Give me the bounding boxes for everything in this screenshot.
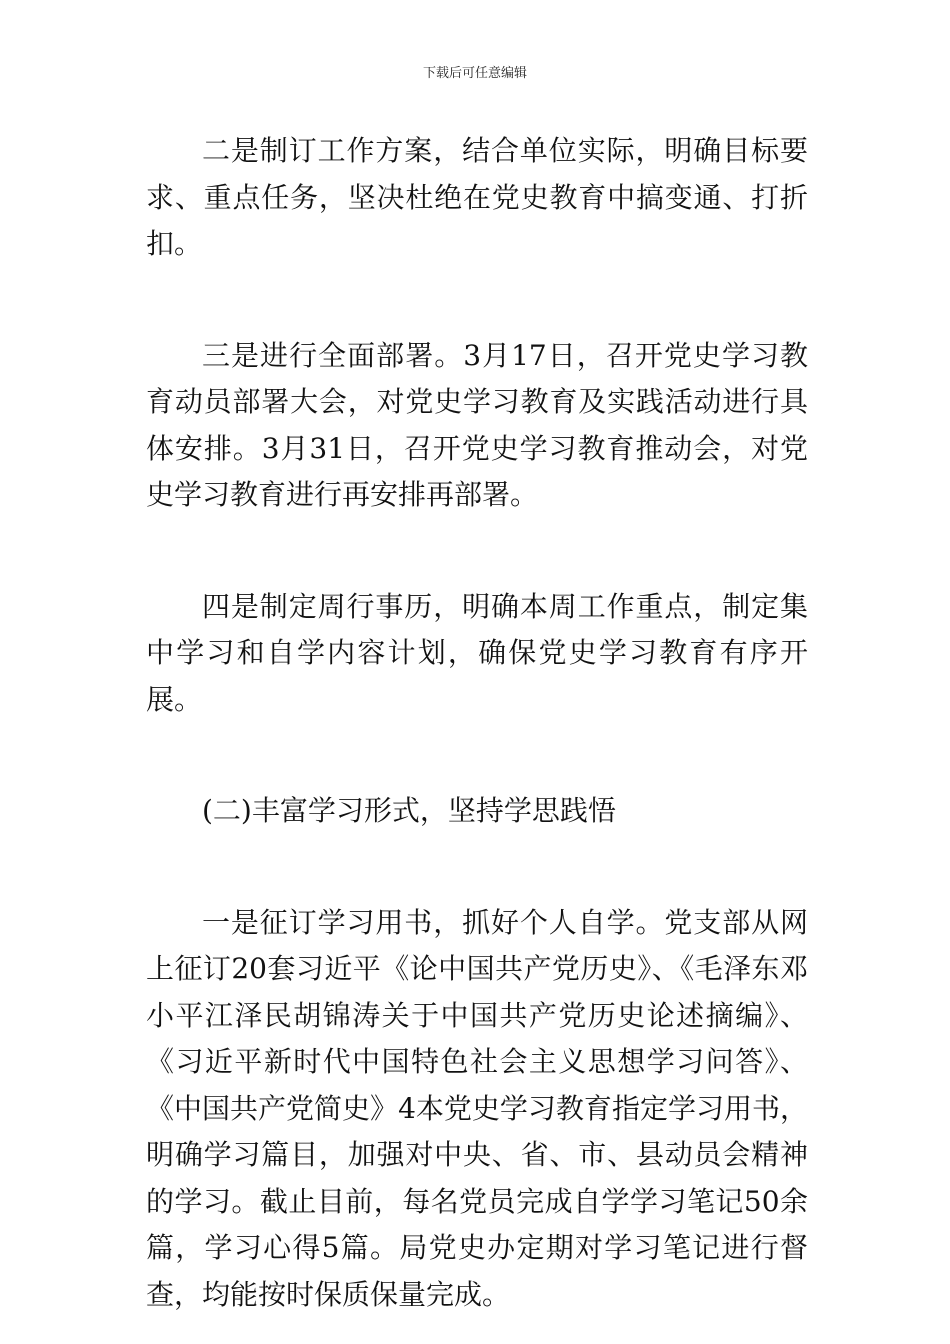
paragraph-spacer (146, 268, 808, 333)
paragraph-spacer (146, 723, 808, 788)
paragraph-spacer (146, 519, 808, 584)
paragraph-deployment: 三是进行全面部署。3月17日，召开党史学习教育动员部署大会，对党史学习教育及实践活动进行具体安排。3月31日，召开党史学习教育推动会，对党史学习教育进行再安排再部署。 (146, 338, 808, 511)
paragraph-plan: 二是制订工作方案，结合单位实际，明确目标要求、重点任务，坚决杜绝在党史教育中搞变通、打折扣。 (146, 134, 808, 260)
paragraph-study-books: 一是征订学习用书，抓好个人自学。党支部从网上征订20套习近平《论中国共产党历史》、《毛泽东邓小平江泽民胡锦涛关于中国共产党历史论述摘编》、《习近平新时代中国特色社会主义思想学习问答》、《中国共产党简史》4本党史学习教育指定学习用书，明确学习篇目，加强对中央、省、市、县动员会精神的学习。截止目前，每名党员完成自学学习笔记50余篇，学习心得5篇。局党史办定期对学习笔记进行督查，均能按时保质保量完成。 (146, 905, 808, 1311)
paragraph-weekly-schedule: 四是制定周行事历，明确本周工作重点，制定集中学习和自学内容计划，确保党史学习教育有序开展。 (146, 589, 808, 716)
page-header: 下载后可任意编辑 (422, 66, 527, 81)
document-body (146, 128, 808, 1318)
section-heading: (二)丰富学习形式，坚持学思践悟 (202, 794, 616, 827)
paragraph-spacer (146, 835, 808, 900)
